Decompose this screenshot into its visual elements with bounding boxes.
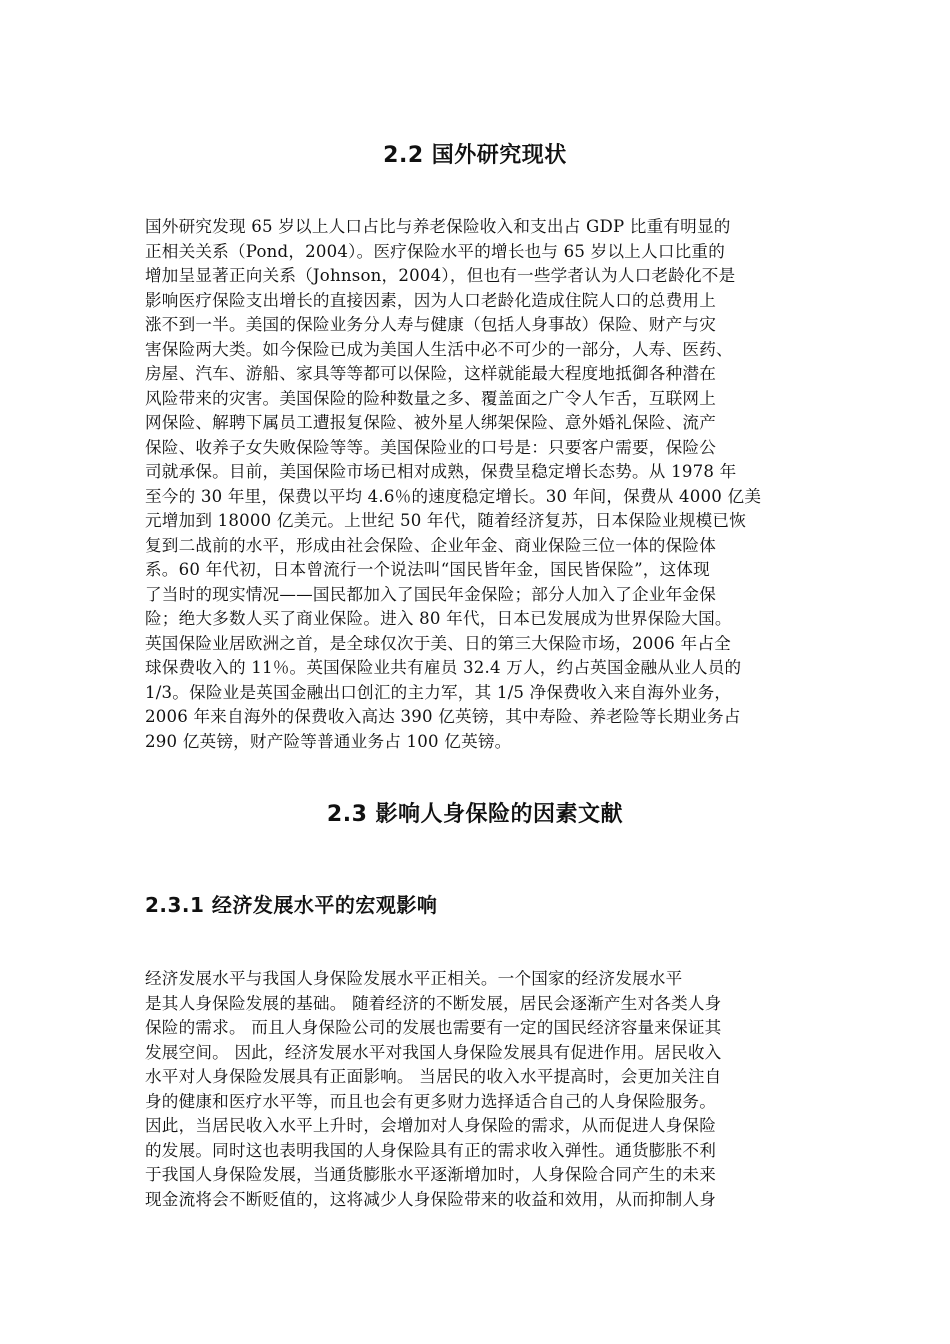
- paragraph-line: 害保险两大类。如今保险已成为美国人生活中必不可少的一部分，人寿、医药、: [145, 339, 733, 359]
- paragraph-line: 1/3。保险业是英国金融出口创汇的主力军，其 1/5 净保费收入来自海外业务，: [145, 682, 732, 702]
- paragraph-line: 涨不到一半。美国的保险业务分人寿与健康（包括人身事故）保险、财产与灾: [145, 315, 716, 334]
- paragraph-line: 的发展。同时这也表明我国的人身保险具有正的需求收入弹性。通货膨胀不利: [145, 1140, 716, 1160]
- section-heading-2-3-1: 2.3.1 经济发展水平的宏观影响: [145, 893, 438, 917]
- paragraph-line: 正相关关系（Pond，2004）。医疗保险水平的增长也与 65 岁以上人口比重的: [145, 241, 726, 261]
- paragraph-line: 国外研究发现 65 岁以上人口占比与养老保险收入和支出占 GDP 比重有明显的: [145, 217, 731, 236]
- paragraph-line: 险；绝大多数人买了商业保险。进入 80 年代，日本已发展成为世界保险大国。: [145, 609, 732, 628]
- paragraph-line: 身的健康和医疗水平等，而且也会有更多财力选择适合自己的人身保险服务。: [145, 1091, 716, 1111]
- paragraph-line: 于我国人身保险发展，当通货膨胀水平逐渐增加时，人身保险合同产生的未来: [145, 1165, 716, 1184]
- section-heading-2-2: 2.2 国外研究现状: [383, 143, 567, 168]
- paragraph-line: 司就承保。目前，美国保险市场已相对成熟，保费呈稳定增长态势。从 1978 年: [145, 462, 737, 481]
- paragraph-line: 发展空间。 因此，经济发展水平对我国人身保险发展具有促进作用。居民收入: [145, 1042, 722, 1062]
- paragraph-line: 房屋、汽车、游船、家具等等都可以保险，这样就能最大程度地抵御各种潜在: [145, 364, 716, 383]
- paragraph-line: 水平对人身保险发展具有正面影响。 当居民的收入水平提高时，会更加关注自: [145, 1067, 722, 1086]
- section-heading-2-3: 2.3 影响人身保险的因素文献: [326, 802, 624, 827]
- paragraph-line: 复到二战前的水平，形成由社会保险、企业年金、商业保险三位一体的保险体: [145, 535, 716, 555]
- paragraph-line: 英国保险业居欧洲之首，是全球仅次于美、日的第三大保险市场，2006 年占全: [145, 633, 731, 653]
- paragraph-line: 影响医疗保险支出增长的直接因素，因为人口老龄化造成住院人口的总费用上: [145, 290, 716, 310]
- paragraph-line: 系。60 年代初，日本曾流行一个说法叫“国民皆年金，国民皆保险”，这体现: [145, 560, 710, 579]
- paragraph-line: 元增加到 18000 亿美元。上世纪 50 年代，随着经济复苏，日本保险业规模已恢: [145, 511, 747, 530]
- paragraph-line: 至今的 30 年里，保费以平均 4.6％的速度稳定增长。30 年间，保费从 4000 亿美: [145, 486, 762, 506]
- paragraph-line: 因此，当居民收入水平上升时，会增加对人身保险的需求，从而促进人身保险: [145, 1116, 716, 1135]
- paragraph-line: 2006 年来自海外的保费收入高达 390 亿英镑，其中寿险、养老险等长期业务占: [145, 707, 741, 726]
- paragraph-line: 经济发展水平与我国人身保险发展水平正相关。一个国家的经济发展水平: [145, 969, 683, 988]
- paragraph-line: 网保险、解聘下属员工遭报复保险、被外星人绑架保险、意外婚礼保险、流产: [145, 413, 716, 432]
- paragraph-line: 是其人身保险发展的基础。 随着经济的不断发展，居民会逐渐产生对各类人身: [145, 993, 722, 1013]
- paragraph-line: 了当时的现实情况——国民都加入了国民年金保险；部分人加入了企业年金保: [145, 584, 716, 604]
- paragraph-foreign-research: [145, 215, 810, 754]
- paragraph-line: 现金流将会不断贬值的，这将减少人身保险带来的收益和效用，从而抑制人身: [145, 1189, 716, 1209]
- paragraph-line: 增加呈显著正向关系（Johnson，2004），但也有一些学者认为人口老龄化不是: [145, 266, 736, 285]
- paragraph-line: 风险带来的灾害。美国保险的险种数量之多、覆盖面之广令人乍舌，互联网上: [145, 388, 716, 408]
- paragraph-line: 290 亿英镑，财产险等普通业务占 100 亿英镑。: [145, 731, 512, 751]
- paragraph-line: 保险、收养子女失败保险等等。美国保险业的口号是：只要客户需要，保险公: [145, 437, 716, 457]
- paragraph-economic-development: [145, 967, 810, 1212]
- paragraph-line: 保险的需求。 而且人身保险公司的发展也需要有一定的国民经济容量来保证其: [145, 1018, 722, 1037]
- paragraph-line: 球保费收入的 11％。英国保险业共有雇员 32.4 万人，约占英国金融从业人员的: [145, 658, 742, 677]
